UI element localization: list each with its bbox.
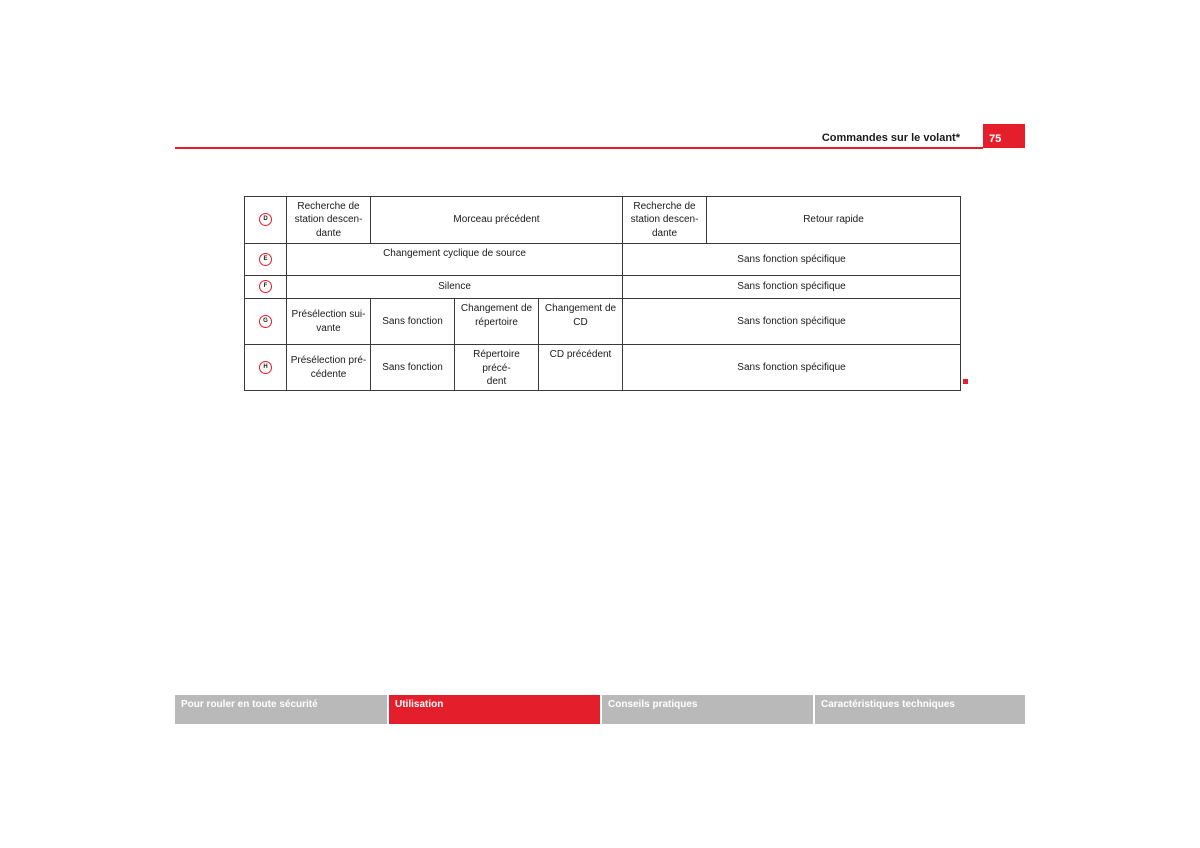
table-cell: Recherche de station descen- dante — [623, 197, 707, 244]
row-key-cell — [245, 197, 287, 244]
table-row — [245, 299, 961, 345]
table-cell: Sans fonction spécifique — [623, 244, 961, 276]
table-row — [245, 197, 961, 244]
table-cell: Silence — [287, 276, 623, 299]
table-row — [245, 345, 961, 391]
table-cell: Sans fonction spécifique — [623, 276, 961, 299]
table-cell: Sans fonction — [371, 299, 455, 345]
row-key-cell — [245, 345, 287, 391]
table-cell: Recherche de station descen- dante — [287, 197, 371, 244]
steering-controls-table — [244, 196, 961, 391]
table-cell: Morceau précédent — [371, 197, 623, 244]
table-cell: Sans fonction spécifique — [623, 299, 961, 345]
page-number: 75 — [983, 124, 1025, 148]
table-cell: Retour rapide — [707, 197, 961, 244]
circled-letter-h-icon: H — [259, 361, 272, 374]
table-cell: CD précédent — [539, 345, 623, 391]
footer-section-nav — [175, 695, 1025, 724]
table-cell: Présélection sui- vante — [287, 299, 371, 345]
table-cell: Répertoire précé- dent — [455, 345, 539, 391]
row-key-cell — [245, 299, 287, 345]
table-cell: Présélection pré- cédente — [287, 345, 371, 391]
circled-letter-e-icon: E — [259, 253, 272, 266]
running-header-title: Commandes sur le volant* — [821, 132, 960, 144]
row-key-cell — [245, 244, 287, 276]
row-key-cell — [245, 276, 287, 299]
footer-tab-safety[interactable]: Pour rouler en toute sécurité — [175, 695, 387, 724]
table-cell: Changement cyclique de source — [287, 244, 623, 276]
section-end-marker — [963, 379, 968, 384]
table-cell: Sans fonction — [371, 345, 455, 391]
table-row — [245, 244, 961, 276]
table-row — [245, 276, 961, 299]
table-cell: Changement de répertoire — [455, 299, 539, 345]
circled-letter-d-icon: D — [259, 213, 272, 226]
footer-tab-utilisation[interactable]: Utilisation — [389, 695, 600, 724]
table-cell: Changement de CD — [539, 299, 623, 345]
table-cell: Sans fonction spécifique — [623, 345, 961, 391]
circled-letter-f-icon: F — [259, 280, 272, 293]
footer-tab-technical-specs[interactable]: Caractéristiques techniques — [815, 695, 1025, 724]
circled-letter-g-icon: G — [259, 315, 272, 328]
header-rule — [175, 147, 983, 149]
footer-tab-practical-tips[interactable]: Conseils pratiques — [602, 695, 813, 724]
